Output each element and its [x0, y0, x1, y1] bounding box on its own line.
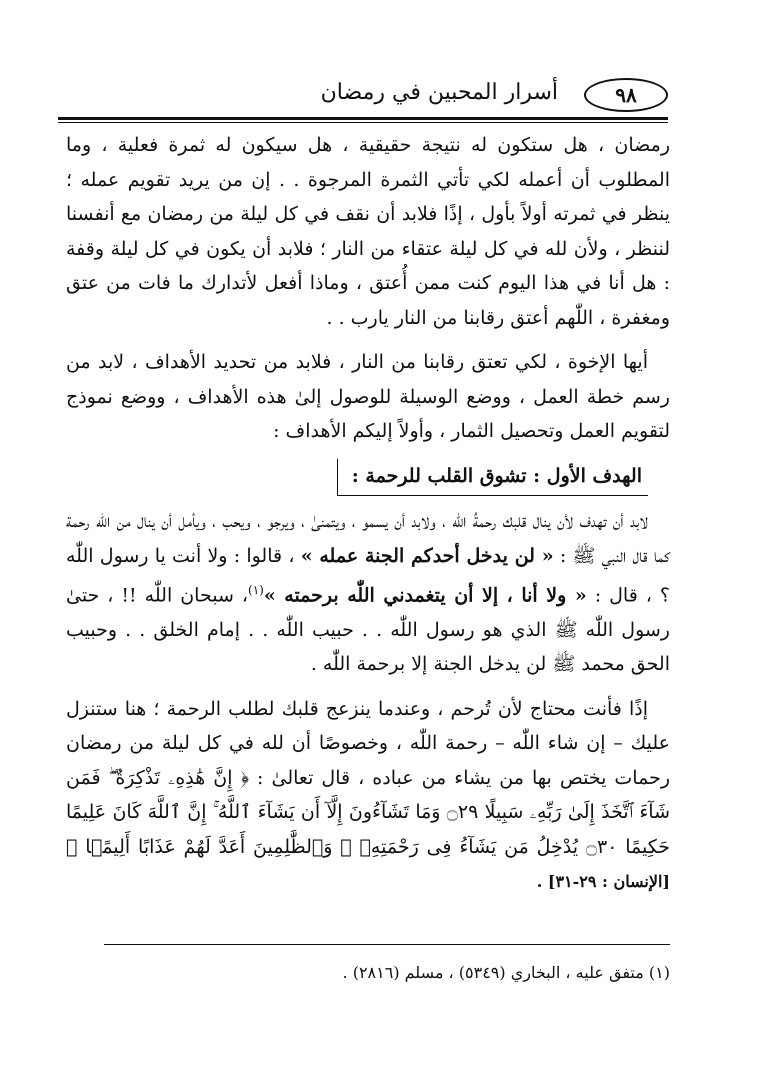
- paragraph-3-part-c: ، سبحان اللّٰه !! ، حتىٰ رسول اللّٰه ﷺ الذي هو رسول اللّٰه . . حبيب اللّٰه . . إمام الخلق . . وحبيب الحق محمد ﷺ لن يدخل الجنة إلا برحمة اللّٰه .: [66, 584, 670, 676]
- footnote: (١) متفق عليه ، البخاري (٥٣٤٩) ، مسلم (٢٨١٦) .: [342, 963, 670, 982]
- footnote-marker: (١): [248, 583, 264, 597]
- paragraph-4: [66, 692, 670, 900]
- paragraph-1: رمضان ، هل ستكون له نتيجة حقيقية ، هل سيكون له ثمرة فعلية ، وما المطلوب أن أعمله لكي تأتي الثمرة المرجوة . . إن من يريد تقويم عمله ؛ ينظر في ثمرته أولاً بأول ، إذًا فلابد أن نقف في كل ليلة من رمضان مع أنفسنا لننظر ، ولأن لله في كل ليلة عتقاء من النار ؛ فلابد أن يكون في كل ليلة وقفة : هل أنا في هذا اليوم كنت ممن أُعتق ، وماذا أفعل لأتدارك ما فات من عتق ومغفرة ، اللّٰهم أعتق رقابنا من النار يارب . .: [66, 134, 670, 329]
- page-header: [58, 70, 668, 120]
- paragraph-3: [66, 504, 670, 682]
- paragraph-2: أيها الإخوة ، لكي تعتق رقابنا من النار ، فلابد من تحديد الأهداف ، لابد من رسم خطة العمل ، ووضع الوسيلة للوصول إلىٰ هذه الأهداف ، ووضع نموذج لتقويم العمل وتحصيل الثمار ، وأولاً إليكم الأهداف :: [66, 351, 670, 442]
- verse-reference: [الإنسان : ٢٩-٣١] .: [536, 872, 670, 892]
- running-title: أسرار المحبين في رمضان: [320, 80, 558, 105]
- paragraph-3-part-b: ، قالوا : ولا أنت يا رسول اللّٰه ؟ ، قال :: [66, 544, 670, 607]
- footnote-separator: [104, 944, 670, 945]
- section-heading: الهدف الأول : تشوق القلب للرحمة :: [337, 459, 648, 497]
- header-rule-thin: [58, 122, 668, 123]
- main-text: [66, 128, 670, 910]
- hadith-quote-1: « لن يدخل أحدكم الجنة عمله »: [300, 544, 554, 567]
- hadith-quote-2: « ولا أنا ، إلا أن يتغمدني اللّٰه برحمته »: [263, 584, 587, 607]
- page-number-badge: ٩٨: [584, 78, 668, 112]
- header-rule-thick: [58, 117, 668, 120]
- paragraph-3-part-a: لابد أن تهدف لأن ينال قلبك رحمةُ اللّٰه ، ولابد أن يسمو ، ويتمنىٰ ، ويرجو ، ويحب ، ويأمل أن ينال من اللّٰه رحمة كما قال النبي ﷺ :: [66, 510, 670, 567]
- quran-verse: ﴿ إِنَّ هَٰذِهِۦ تَذْكِرَةٌ ۖ فَمَن شَآءَ ٱتَّخَذَ إِلَىٰ رَبِّهِۦ سَبِيلًا ۝٢٩ وَمَا تَشَآءُونَ إِلَّآ أَن يَشَآءَ ٱللَّهُ ۚ إِنَّ ٱللَّهَ كَانَ عَلِيمًا حَكِيمًا ۝٣٠ يُدْخِلُ مَن يَشَآءُ فِى رَحْمَتِهِۦ ۚ وَٱلظَّٰلِمِينَ أَعَدَّ لَهُمْ عَذَابًا أَلِيمًۢا ﴾: [66, 766, 670, 858]
- paragraph-4-part-a: إذًا فأنت محتاج لأن تُرحم ، وعندما ينزعج قلبك لطلب الرحمة ؛ هنا ستنزل عليك – إن شاء اللّٰه – رحمة اللّٰه ، وخصوصًا أن لله في كل ليلة من رمضان رحمات يختص بها من يشاء من عباده ، قال تعالىٰ :: [66, 697, 670, 789]
